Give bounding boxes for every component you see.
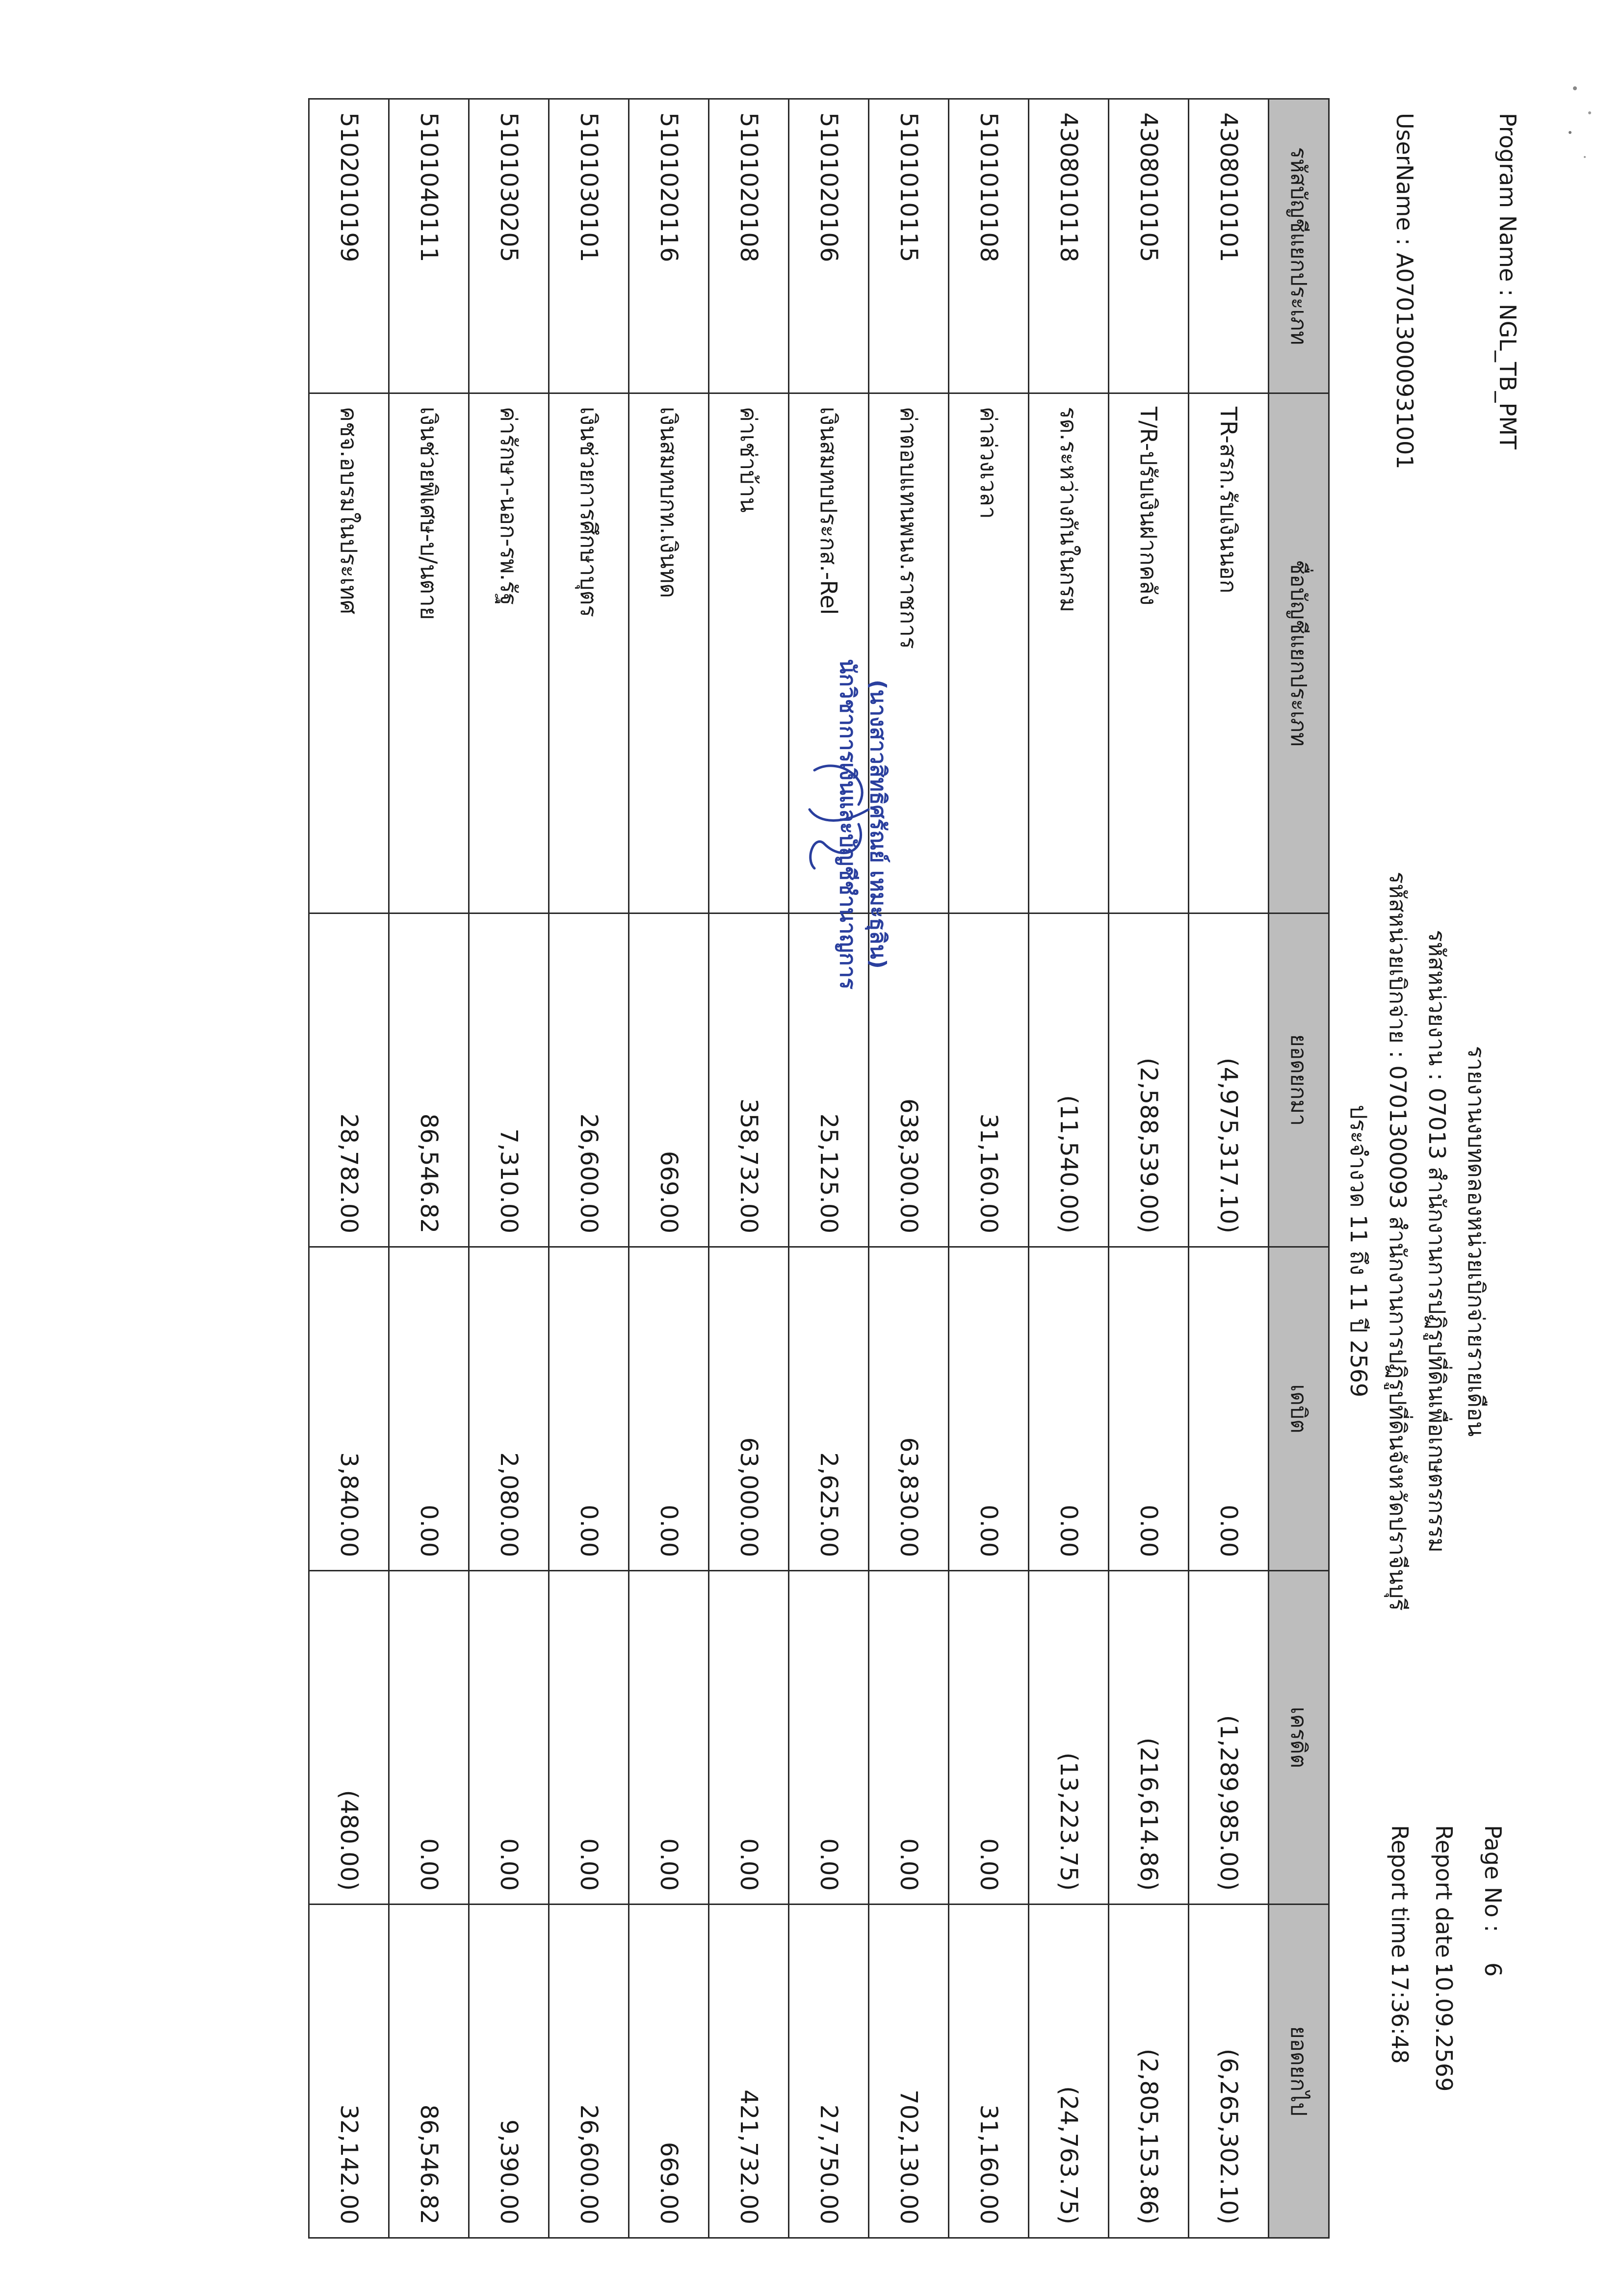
cell-brought-forward: 28,782.00 [309,913,389,1247]
cell-credit: (13,223.75) [1029,1571,1109,1905]
cell-account-name: ค่าเช่าบ้าน [709,393,789,913]
cell-debit: 0.00 [389,1247,469,1571]
signatory-name: (นางสาวสิทธิศรัณย์ เหมะธุลิน) [865,679,891,969]
cell-credit: 0.00 [629,1571,709,1905]
table-row [789,99,869,2238]
cell-account-name: เงินช่วยพิเศษ-บ/นตาย [389,393,469,913]
cell-carried-forward: 9,390.00 [469,1905,549,2238]
cell-debit: 0.00 [629,1247,709,1571]
cell-debit: 3,840.00 [309,1247,389,1571]
table-header-row [1269,99,1329,2238]
cell-brought-forward: 25,125.00 [789,913,869,1247]
cell-account-name: T/R-ปรับเงินฝากคลัง [1109,393,1189,913]
cell-brought-forward: 26,600.00 [549,913,629,1247]
table-row [1029,99,1109,2238]
report-date-value: 10.09.2569 [1431,1962,1457,2092]
cell-account-code: 5101010115 [869,99,949,393]
cell-carried-forward: (24,763.75) [1029,1905,1109,2238]
cell-carried-forward: 32,142.00 [309,1905,389,2238]
cell-credit: 0.00 [469,1571,549,1905]
cell-brought-forward: 638,300.00 [869,913,949,1247]
page-number-label: Page No : [1480,1825,1506,1932]
report-title: รายงานงบทดลองหน่วยเบิกจ่ายรายเดือน [1463,1045,1490,1437]
table-row [629,99,709,2238]
cell-account-name: ค่าล่วงเวลา [949,393,1029,913]
column-header-account-name: ชื่อบัญชีแยกประเภท [1269,393,1329,913]
cell-credit: (216,614.86) [1109,1571,1189,1905]
cell-account-code: 5101020106 [789,99,869,393]
column-header-debit: เดบิต [1269,1247,1329,1571]
scan-marks [1545,59,1624,186]
cell-debit: 2,625.00 [789,1247,869,1571]
program-name: Program Name : NGL_TB_PMT [1494,113,1521,450]
cell-account-code: 5101030205 [469,99,549,393]
table-row [469,99,549,2238]
cell-carried-forward: 86,546.82 [389,1905,469,2238]
cell-debit: 0.00 [949,1247,1029,1571]
cell-carried-forward: (6,265,302.10) [1189,1905,1269,2238]
report-period: ประจำงวด 11 ถึง 11 ปี 2569 [1345,1104,1372,1398]
cell-credit: 0.00 [549,1571,629,1905]
cell-credit: 0.00 [949,1571,1029,1905]
department-line: รหัสหน่วยงาน : 07013 สำนักงานการปฏิรูปที่ดินเพื่อเกษตรกรรม [1424,930,1450,1553]
cell-brought-forward: 7,310.00 [469,913,549,1247]
cell-account-name: เงินสมทบประกส.-Rel [789,393,869,913]
cell-account-code: 4308010101 [1189,99,1269,393]
cell-account-code: 5101040111 [389,99,469,393]
report-time-value: 17:36:48 [1387,1962,1413,2064]
cell-credit: (480.00) [309,1571,389,1905]
cell-debit: 0.00 [549,1247,629,1571]
cell-account-code: 5101020116 [629,99,709,393]
cell-carried-forward: (2,805,153.86) [1109,1905,1189,2238]
cell-debit: 0.00 [1029,1247,1109,1571]
cell-account-name: คชจ.อบรมในประเทศ [309,393,389,913]
table-row [309,99,389,2238]
cell-account-code: 5101020108 [709,99,789,393]
cell-account-name: รด.ระหว่างกันในกรม [1029,393,1109,913]
signatory-title: นักวิชาการเงินและบัญชีชำนาญการ [835,659,860,990]
table-row [1109,99,1189,2238]
cell-credit: (1,289,985.00) [1189,1571,1269,1905]
cell-carried-forward: 669.00 [629,1905,709,2238]
page-number-value: 6 [1480,1962,1506,1977]
cell-brought-forward: 31,160.00 [949,913,1029,1247]
cell-carried-forward: 702,130.00 [869,1905,949,2238]
table-row [1189,99,1269,2238]
cell-account-code: 4308010105 [1109,99,1189,393]
cell-brought-forward: 86,546.82 [389,913,469,1247]
cell-carried-forward: 31,160.00 [949,1905,1029,2238]
cell-credit: 0.00 [789,1571,869,1905]
table-row [389,99,469,2238]
cell-credit: 0.00 [389,1571,469,1905]
cell-brought-forward: (2,588,539.00) [1109,913,1189,1247]
cell-brought-forward: 669.00 [629,913,709,1247]
trial-balance-table [308,98,1330,2239]
column-header-account-code: รหัสบัญชีแยกประเภท [1269,99,1329,393]
report-date-label: Report date : [1431,1825,1457,1973]
table-row [949,99,1029,2238]
cell-brought-forward: (4,975,317.10) [1189,913,1269,1247]
cell-account-code: 4308010118 [1029,99,1109,393]
cell-debit: 63,830.00 [869,1247,949,1571]
cell-account-name: เงินช่วยการศึกษาบุตร [549,393,629,913]
cell-account-name: ค่าตอบแทนพนง.ราชการ [869,393,949,913]
cell-carried-forward: 26,600.00 [549,1905,629,2238]
cell-brought-forward: 358,732.00 [709,913,789,1247]
cell-carried-forward: 27,750.00 [789,1905,869,2238]
cell-credit: 0.00 [869,1571,949,1905]
cell-account-code: 5102010199 [309,99,389,393]
column-header-credit: เครดิต [1269,1571,1329,1905]
report-time-label: Report time : [1387,1825,1413,1973]
cell-account-name: TR-สรก.รับเงินนอก [1189,393,1269,913]
signatory-stamp [832,638,893,1011]
cell-account-name: ค่ารักษา-นอก-รพ.รัฐ [469,393,549,913]
cell-account-code: 5101010108 [949,99,1029,393]
cell-brought-forward: (11,540.00) [1029,913,1109,1247]
column-header-carried-forward: ยอดยกไป [1269,1905,1329,2238]
cell-account-code: 5101030101 [549,99,629,393]
user-name: UserName : A07013000931001 [1391,113,1418,470]
cell-debit: 63,000.00 [709,1247,789,1571]
disbursement-unit-line: รหัสหน่วยเบิกจ่าย : 0701300093 สำนักงานการปฏิรูปที่ดินจังหวัดปราจีนบุรี [1385,871,1411,1611]
table-row [549,99,629,2238]
cell-account-name: เงินสมทบกท.เงินทด [629,393,709,913]
cell-credit: 0.00 [709,1571,789,1905]
table-row [709,99,789,2238]
cell-carried-forward: 421,732.00 [709,1905,789,2238]
column-header-brought-forward: ยอดยกมา [1269,913,1329,1247]
cell-debit: 2,080.00 [469,1247,549,1571]
cell-debit: 0.00 [1189,1247,1269,1571]
cell-debit: 0.00 [1109,1247,1189,1571]
table-row [869,99,949,2238]
